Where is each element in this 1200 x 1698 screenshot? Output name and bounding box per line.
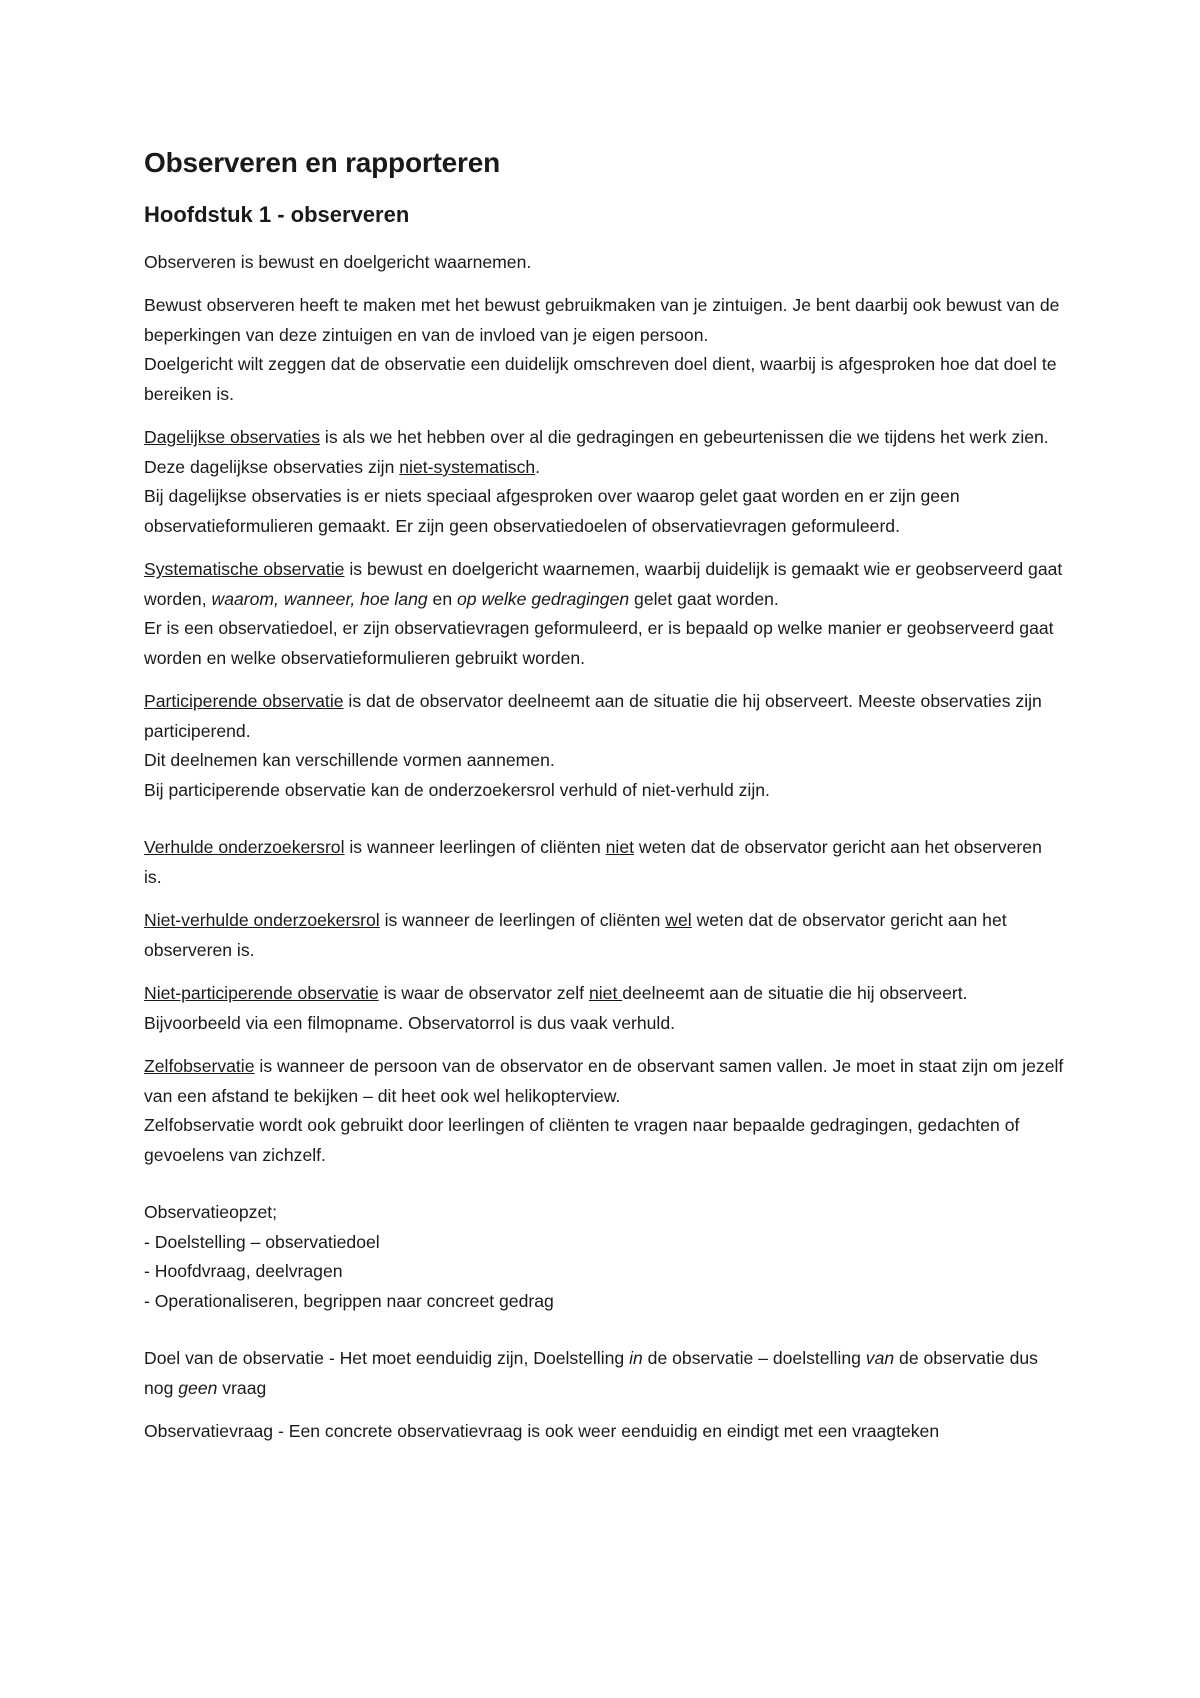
text: Zelfobservatie wordt ook gebruikt door leerlingen of cliënten te vragen naar bepaalde gedragingen, gedachten of gevoelens van zichzelf.: [144, 1115, 1020, 1165]
text: vraag: [217, 1377, 267, 1398]
term-underlined: Niet-verhulde onderzoekersrol: [144, 910, 380, 931]
text-italic: in: [629, 1348, 643, 1369]
spacer: [144, 819, 1064, 833]
text: deelneemt aan de situatie die hij observeert. Bijvoorbeeld via een filmopname. Observatorrol is dus vaak verhuld.: [144, 983, 968, 1033]
paragraph-observatievraag: [144, 1417, 1064, 1447]
text: Er is een observatiedoel, er zijn observatievragen geformuleerd, er is bepaald op welke manier er geobserveerd gaat worden en welke observatieformulieren gebruikt worden.: [144, 618, 1054, 668]
text: de observatie – doelstelling: [642, 1348, 866, 1369]
term-underlined: Dagelijkse observaties: [144, 427, 321, 448]
text-italic: van: [865, 1348, 895, 1369]
text: Doelgericht wilt zeggen dat de observatie een duidelijk omschreven doel dient, waarbij is afgesproken hoe dat doel te bereiken is.: [144, 354, 1057, 404]
text: is wanneer de leerlingen of cliënten: [379, 910, 666, 931]
text: .: [535, 456, 541, 477]
text: is bewust en doelgericht waarnemen, waarbij duidelijk is gemaakt wie er geobserveerd gaat worden,: [144, 559, 1063, 609]
term-underlined: wel: [665, 910, 692, 931]
paragraph-niet-verhulde: [144, 906, 1064, 965]
document-page: [144, 146, 1064, 1461]
text-italic: geen: [178, 1377, 218, 1398]
text: Doel van de observatie - Het moet eenduidig zijn, Doelstelling: [144, 1348, 630, 1369]
observatieopzet-list: [144, 1198, 1064, 1316]
text: Dit deelnemen kan verschillende vormen aannemen.: [144, 750, 555, 771]
text: is wanneer de persoon van de observator en de observant samen vallen. Je moet in staat zijn om jezelf van een afstand te bekijken – dit heet ook wel helikopterview.: [144, 1056, 1064, 1106]
text-italic: op welke gedragingen: [457, 588, 630, 609]
list-item: - Doelstelling – observatiedoel: [144, 1231, 380, 1252]
text: weten dat de observator gericht aan het observeren is.: [144, 910, 1007, 960]
paragraph-dagelijkse: [144, 423, 1064, 541]
paragraph-definition: [144, 248, 1064, 278]
text: Bewust observeren heeft te maken met het bewust gebruikmaken van je zintuigen. Je bent daarbij ook bewust van de beperkingen van deze zintuigen en van de invloed van je eigen persoon.: [144, 295, 1060, 345]
text: Bij participerende observatie kan de onderzoekersrol verhuld of niet-verhuld zijn.: [144, 779, 770, 800]
text-italic: waarom, wanneer, hoe lang: [211, 588, 428, 609]
text: weten dat de observator gericht aan het observeren is.: [144, 837, 1042, 887]
paragraph-doel: [144, 1344, 1064, 1403]
list-item: - Hoofdvraag, deelvragen: [144, 1261, 343, 1282]
spacer: [144, 1184, 1064, 1198]
text: is waar de observator zelf: [378, 983, 589, 1004]
paragraph-systematische: [144, 555, 1064, 673]
text: is als we het hebben over al die gedragingen en gebeurtenissen die we tijdens het werk zien. Deze dagelijkse observaties zijn: [144, 427, 1049, 477]
text: Observatievraag - Een concrete observatievraag is ook weer eenduidig en eindigt met een vraagteken: [144, 1421, 940, 1442]
term-underlined: niet: [605, 837, 635, 858]
text: Observeren is bewust en doelgericht waarnemen.: [144, 251, 532, 272]
text: Bij dagelijkse observaties is er niets speciaal afgesproken over waarop gelet gaat worden en er zijn geen observatieformulieren gemaakt. Er zijn geen observatiedoelen of observatievragen geformuleerd.: [144, 486, 960, 536]
term-underlined: Participerende observatie: [144, 691, 344, 712]
list-item: - Operationaliseren, begrippen naar concreet gedrag: [144, 1290, 554, 1311]
text: is wanneer leerlingen of cliënten: [344, 837, 606, 858]
text: is dat de observator deelneemt aan de situatie die hij observeert. Meeste observaties zijn participerend.: [144, 691, 1042, 741]
term-underlined: niet-systematisch: [399, 456, 536, 477]
paragraph-bewust: [144, 291, 1064, 409]
paragraph-participerende: [144, 687, 1064, 805]
term-underlined: Niet-participerende observatie: [144, 983, 379, 1004]
paragraph-niet-participerende: [144, 979, 1064, 1038]
term-underlined: Verhulde onderzoekersrol: [144, 837, 345, 858]
paragraph-zelfobservatie: [144, 1052, 1064, 1170]
chapter-heading: Hoofdstuk 1 - observeren: [144, 201, 410, 227]
list-heading: Observatieopzet;: [144, 1202, 278, 1223]
term-underlined: niet: [588, 983, 623, 1004]
text: en: [427, 588, 457, 609]
spacer: [144, 1330, 1064, 1344]
term-underlined: Systematische observatie: [144, 559, 345, 580]
text: de observatie dus nog: [144, 1348, 1038, 1398]
term-underlined: Zelfobservatie: [144, 1056, 255, 1077]
document-title: Observeren en rapporteren: [144, 147, 501, 178]
text: gelet gaat worden.: [629, 588, 779, 609]
paragraph-verhulde: [144, 833, 1064, 892]
